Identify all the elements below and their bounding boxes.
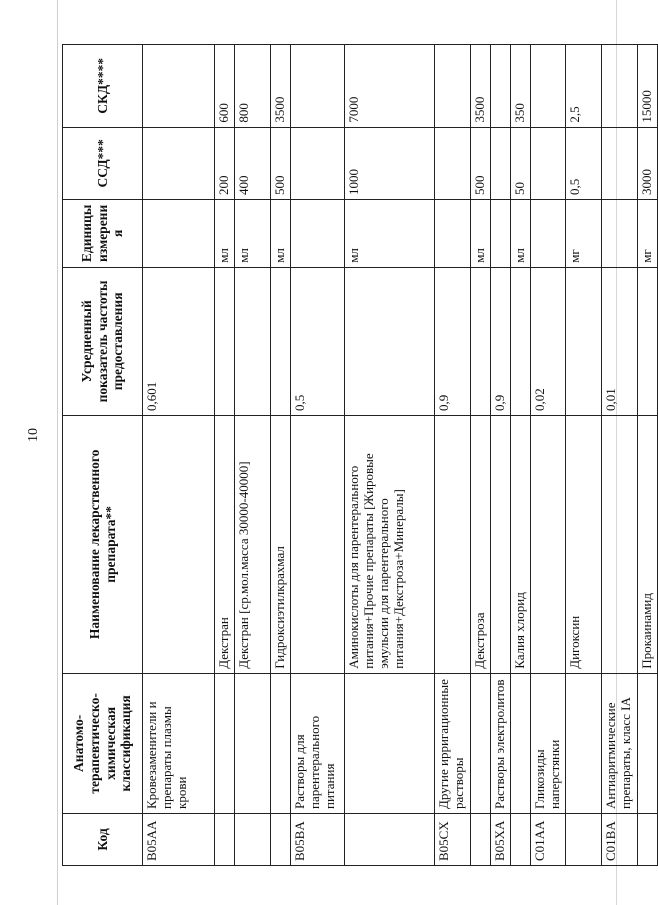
rotated-table-container bbox=[62, 44, 654, 866]
row-drug-name bbox=[490, 415, 510, 673]
row-unit: мл bbox=[215, 199, 235, 267]
row-unit bbox=[601, 199, 637, 267]
row-frequency: 0,5 bbox=[290, 267, 344, 415]
row-drug-name: Гидроксиэтилкрахмал bbox=[270, 415, 290, 673]
row-atc-class bbox=[344, 673, 434, 813]
row-frequency: 0,9 bbox=[490, 267, 510, 415]
row-unit bbox=[490, 199, 510, 267]
table-row bbox=[601, 45, 637, 866]
row-ssd: 0,5 bbox=[565, 127, 601, 199]
row-ssd bbox=[530, 127, 565, 199]
row-code bbox=[637, 813, 657, 865]
row-ssd bbox=[434, 127, 470, 199]
row-unit bbox=[290, 199, 344, 267]
row-unit: мл bbox=[234, 199, 270, 267]
row-frequency bbox=[637, 267, 657, 415]
row-ssd bbox=[290, 127, 344, 199]
table-row bbox=[234, 45, 270, 866]
table-row bbox=[510, 45, 530, 866]
row-atc-class bbox=[637, 673, 657, 813]
row-frequency bbox=[234, 267, 270, 415]
row-ssd bbox=[143, 127, 215, 199]
row-code bbox=[215, 813, 235, 865]
row-unit bbox=[143, 199, 215, 267]
row-drug-name bbox=[290, 415, 344, 673]
row-unit: мл bbox=[470, 199, 490, 267]
table-row bbox=[434, 45, 470, 866]
row-skd: 7000 bbox=[344, 45, 434, 128]
table-row bbox=[344, 45, 434, 866]
drug-table bbox=[62, 44, 658, 866]
row-drug-name bbox=[601, 415, 637, 673]
row-skd: 3500 bbox=[270, 45, 290, 128]
header-frequency: Усредненный показатель частоты предоставления bbox=[63, 267, 143, 415]
row-skd bbox=[601, 45, 637, 128]
row-code bbox=[270, 813, 290, 865]
row-skd bbox=[490, 45, 510, 128]
table-row bbox=[530, 45, 565, 866]
row-unit: мг bbox=[565, 199, 601, 267]
table-row bbox=[143, 45, 215, 866]
header-unit: Единицы измерения bbox=[63, 199, 143, 267]
table-row bbox=[270, 45, 290, 866]
row-atc-class bbox=[215, 673, 235, 813]
row-code bbox=[510, 813, 530, 865]
row-atc-class bbox=[470, 673, 490, 813]
row-frequency: 0,01 bbox=[601, 267, 637, 415]
row-drug-name: Аминокислоты для парентерального питания+Прочие препараты [Жировые эмульсии для парентерального питания+Декстроза+Минералы] bbox=[344, 415, 434, 673]
page-number: 10 bbox=[26, 428, 41, 442]
row-code: B05AA bbox=[143, 813, 215, 865]
row-skd: 600 bbox=[215, 45, 235, 128]
row-drug-name: Дигоксин bbox=[565, 415, 601, 673]
row-frequency bbox=[565, 267, 601, 415]
table-body bbox=[143, 45, 658, 866]
row-code: B05BA bbox=[290, 813, 344, 865]
row-atc-class bbox=[565, 673, 601, 813]
row-code bbox=[344, 813, 434, 865]
row-frequency bbox=[215, 267, 235, 415]
row-unit bbox=[530, 199, 565, 267]
header-skd: СКД**** bbox=[63, 45, 143, 128]
row-unit: мг bbox=[637, 199, 657, 267]
row-frequency bbox=[270, 267, 290, 415]
row-code: C01AA bbox=[530, 813, 565, 865]
row-drug-name: Декстран [ср.мол.масса 30000-40000] bbox=[234, 415, 270, 673]
row-skd: 3500 bbox=[470, 45, 490, 128]
row-atc-class bbox=[510, 673, 530, 813]
row-ssd: 500 bbox=[270, 127, 290, 199]
row-frequency: 0,9 bbox=[434, 267, 470, 415]
table-row bbox=[565, 45, 601, 866]
table-row bbox=[637, 45, 657, 866]
row-skd bbox=[434, 45, 470, 128]
row-unit: мл bbox=[510, 199, 530, 267]
table-header-row bbox=[63, 45, 143, 866]
row-atc-class: Кровезаменители и препараты плазмы крови bbox=[143, 673, 215, 813]
row-code: B05XA bbox=[490, 813, 510, 865]
row-atc-class: Гликозиды наперстянки bbox=[530, 673, 565, 813]
row-ssd: 3000 bbox=[637, 127, 657, 199]
row-skd bbox=[290, 45, 344, 128]
row-atc-class: Другие ирригационные растворы bbox=[434, 673, 470, 813]
row-code bbox=[234, 813, 270, 865]
table-row bbox=[490, 45, 510, 866]
table-row bbox=[215, 45, 235, 866]
scan-margin-line bbox=[57, 0, 58, 905]
row-drug-name bbox=[530, 415, 565, 673]
row-skd: 2,5 bbox=[565, 45, 601, 128]
row-drug-name: Калия хлорид bbox=[510, 415, 530, 673]
table-row bbox=[470, 45, 490, 866]
row-unit: мл bbox=[270, 199, 290, 267]
row-code: C01BA bbox=[601, 813, 637, 865]
row-drug-name: Декстран bbox=[215, 415, 235, 673]
row-drug-name: Прокаинамид bbox=[637, 415, 657, 673]
row-unit bbox=[434, 199, 470, 267]
header-code: Код bbox=[63, 813, 143, 865]
row-frequency bbox=[510, 267, 530, 415]
row-frequency: 0,601 bbox=[143, 267, 215, 415]
row-frequency bbox=[470, 267, 490, 415]
header-ssd: ССД*** bbox=[63, 127, 143, 199]
header-drug-name: Наименование лекарственного препарата** bbox=[63, 415, 143, 673]
row-drug-name bbox=[434, 415, 470, 673]
row-skd bbox=[530, 45, 565, 128]
row-drug-name: Декстроза bbox=[470, 415, 490, 673]
row-ssd: 500 bbox=[470, 127, 490, 199]
row-code bbox=[470, 813, 490, 865]
table-frame bbox=[62, 44, 654, 866]
header-atc: Анатомо-терапевтическо-химическая классификация bbox=[63, 673, 143, 813]
row-ssd: 50 bbox=[510, 127, 530, 199]
row-ssd: 1000 bbox=[344, 127, 434, 199]
row-code: B05CX bbox=[434, 813, 470, 865]
row-atc-class: Антиаритмические препараты, класс IA bbox=[601, 673, 637, 813]
row-code bbox=[565, 813, 601, 865]
row-skd: 350 bbox=[510, 45, 530, 128]
table-row bbox=[290, 45, 344, 866]
row-atc-class bbox=[270, 673, 290, 813]
row-ssd: 200 bbox=[215, 127, 235, 199]
row-ssd: 400 bbox=[234, 127, 270, 199]
row-ssd bbox=[490, 127, 510, 199]
row-atc-class bbox=[234, 673, 270, 813]
row-ssd bbox=[601, 127, 637, 199]
row-skd: 15000 bbox=[637, 45, 657, 128]
row-skd bbox=[143, 45, 215, 128]
row-skd: 800 bbox=[234, 45, 270, 128]
row-atc-class: Растворы для парентерального питания bbox=[290, 673, 344, 813]
row-atc-class: Растворы электролитов bbox=[490, 673, 510, 813]
row-unit: мл bbox=[344, 199, 434, 267]
row-drug-name bbox=[143, 415, 215, 673]
row-frequency bbox=[344, 267, 434, 415]
row-frequency: 0,02 bbox=[530, 267, 565, 415]
